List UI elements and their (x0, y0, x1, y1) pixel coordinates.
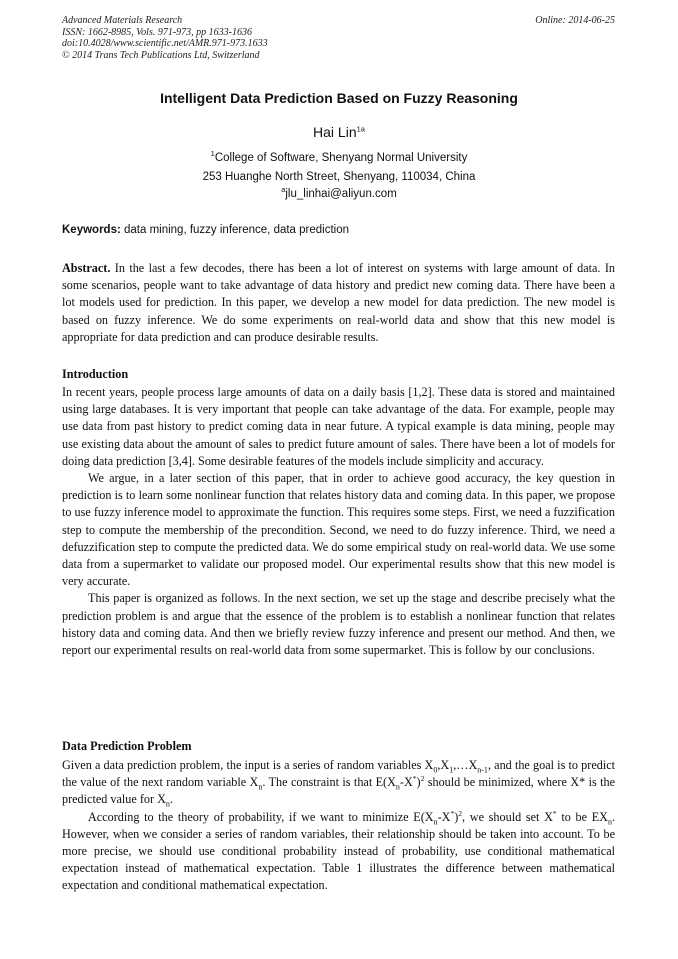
data-prediction-heading: Data Prediction Problem (62, 739, 192, 753)
affiliation-line-2: 253 Huanghe North Street, Shenyang, 110034, China (202, 171, 476, 183)
abstract (62, 260, 615, 346)
email-sup: a (281, 185, 286, 195)
intro-paragraph-2: We argue, in a later section of this paper, that in order to achieve good accuracy, the key question in prediction is to learn some nonlinear function that relates history data and coming data. In this paper, we propose to use fuzzy inference model to approximate the function. This requires some steps. First, we need a fuzzification step to compute the membership of the precondition. Second, we need to do fuzzy inference. Third, we need a defuzzification step to compute the predicted data. We do some empirical study on real-world data. We use some data from a supermarket to validate our proposed model. Our experimental results show that this new model is very accurate. (62, 471, 615, 589)
dpp-paragraph-2: According to the theory of probability, if we want to minimize $E(X_n-X^*)^2$, we should set X* to be $EX_n$. However, when we consider a series of random variables, their relationship should be taken into account. To be more precise, we should use conditional probability instead of probability, use conditional mathematical expectation instead of mathematical expectation. Table 1 illustrates the difference between mathematical expectation and conditional mathematical expectation. (62, 808, 616, 893)
author-email: $^a$jlu_linhai@aliyun.com (281, 185, 397, 200)
intro-paragraph-3: This paper is organized as follows. In the next section, we set up the stage and describe precisely what the prediction problem is and argue that the essence of the problem is to establish a nonlinear function that relates history data and coming data. And then we briefly review fuzzy inference and present our method. And then, we report our experimental results on real-world data from some supermarket. This is follow by our conclusions. (62, 591, 615, 658)
online-date: Online: 2014-06-25 (535, 15, 615, 26)
keywords-label: Keywords: (62, 224, 121, 236)
data-prediction-body (62, 757, 615, 895)
abstract-text: In the last a few decodes, there has been a lot of interest on systems with large amount of data. In some scenarios, people want to take advantage of data history and predict new coming data. There have been a lot models used for prediction. In this paper, we develop a new model for data prediction. The new model is based on fuzzy inference. We do some experiments on real-world data and show that this new model is appropriate for data prediction and can produce desirable results. (62, 261, 615, 344)
author-name: Hai Lin (313, 124, 357, 140)
journal-copyright: © 2014 Trans Tech Publications Ltd, Switzerland (62, 49, 260, 61)
keywords (62, 224, 615, 236)
keywords-text: data mining, fuzzy inference, data prediction (120, 224, 350, 236)
journal-name: Advanced Materials Research (62, 15, 183, 26)
abstract-label: Abstract. (62, 261, 111, 275)
journal-header (62, 15, 615, 61)
affiliation-sup: 1 (210, 149, 215, 159)
journal-issn: ISSN: 1662-8985, Vols. 971-973, pp 1633-1636 (62, 26, 252, 38)
author (0, 124, 678, 140)
introduction-body (62, 384, 615, 659)
affiliation-line-1: $^1$College of Software, Shenyang Normal University (210, 149, 468, 164)
paper-title: Intelligent Data Prediction Based on Fuzzy Reasoning (160, 90, 518, 106)
author-sup: 1a (356, 124, 365, 134)
dpp-paragraph-1: Given a data prediction problem, the input is a series of random variables $X_0,X_1,\dots X_{n-1}$, and the goal is to predict the value of the next random variable $X_n$. The constraint is that $E(X_n-X^*)^2$ should be minimized, where X* is the predicted value for $X_n$. (62, 758, 615, 809)
intro-paragraph-1: In recent years, people process large amounts of data on a daily basis [1,2]. These data is stored and maintained using large databases. It is very important that people can take advantage of the data. For example, people may use data from past history to predict coming data in near future. A typical example is data mining, people may use existing data about the amount of sales to predict future amount of sales. There have been a lot of models for doing data prediction [3,4]. Some desirable features of the models include simplicity and accuracy. (62, 385, 615, 468)
introduction-heading: Introduction (62, 367, 129, 381)
journal-doi: doi:10.4028/www.scientific.net/AMR.971-973.1633 (62, 38, 268, 49)
